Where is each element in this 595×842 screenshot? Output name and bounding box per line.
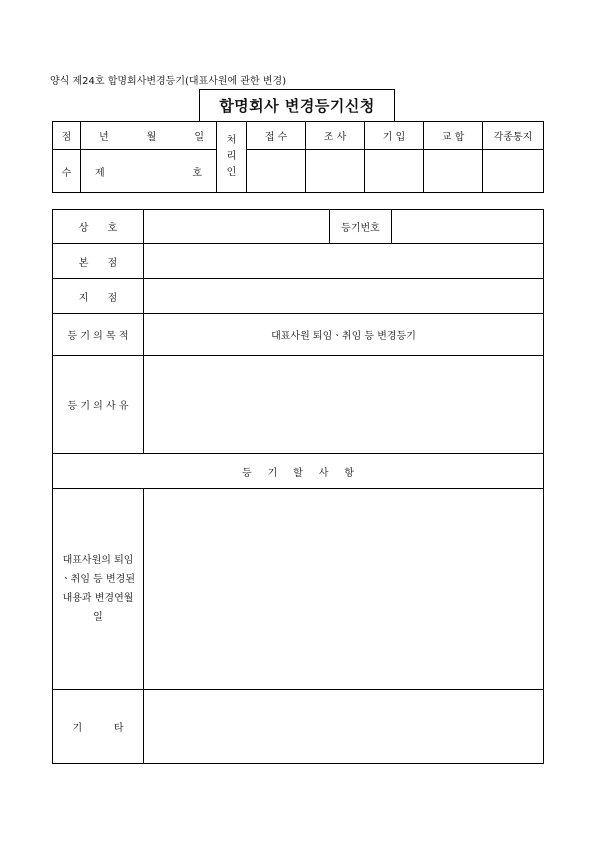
purpose-value: 대표사원 퇴임ㆍ취임 등 변경등기: [144, 314, 544, 356]
change-label-line-2: ㆍ취임 등 변경된: [61, 574, 135, 585]
receipt-su-label: 수: [61, 167, 72, 179]
receipt-su-cell: [53, 150, 81, 193]
change-label-line-1: 대표사원의 퇴임: [62, 555, 134, 566]
trade-name-field[interactable]: [144, 210, 330, 244]
receipt-month-label: 월: [146, 132, 157, 143]
receipt-year-label: 년: [98, 132, 109, 143]
change-details-field[interactable]: [144, 489, 544, 690]
head-office-label: [53, 244, 144, 279]
other-field[interactable]: [144, 690, 544, 764]
document-title: 합명회사 변경등기신청: [199, 89, 395, 121]
matters-header: [53, 454, 544, 489]
other-label: [53, 690, 144, 764]
change-label-line-4: 일: [93, 612, 103, 623]
step-box-receive[interactable]: [247, 150, 306, 193]
purpose-label: 등 기 의 목 적: [53, 314, 144, 356]
receipt-day-label: 일: [194, 132, 204, 143]
step-header-collate: 교 합: [424, 122, 483, 150]
branch-label: [53, 279, 144, 314]
step-box-notice[interactable]: [483, 150, 544, 193]
reason-field[interactable]: [144, 356, 544, 454]
head-office-label-text: 본 점: [78, 257, 118, 269]
trade-name-label: [53, 210, 144, 244]
receipt-number-suffix: 호: [192, 167, 202, 179]
trade-name-label-text: 상 호: [78, 223, 118, 234]
reg-no-field[interactable]: [392, 210, 544, 244]
receipt-number-cell[interactable]: [81, 150, 217, 193]
step-box-inspect[interactable]: [306, 150, 365, 193]
receipt-table: [52, 121, 544, 193]
head-office-field[interactable]: [144, 244, 544, 279]
reg-no-label: 등기번호: [330, 210, 392, 244]
receipt-jeop-cell: [53, 122, 81, 150]
processing-label-cell: [217, 122, 247, 193]
step-header-notice: 각종통지: [483, 122, 544, 150]
other-label-text: 기 타: [72, 723, 124, 734]
matters-header-text: 등 기 할 사 항: [242, 467, 354, 479]
step-header-receive: 접 수: [247, 122, 306, 150]
receipt-jeop-label: 점: [61, 132, 72, 143]
branch-label-text: 지 점: [78, 292, 118, 304]
form-number-label: 양식 제24호 합명회사변경등기(대표사원에 관한 변경): [50, 76, 287, 87]
branch-field[interactable]: [144, 279, 544, 314]
step-header-record: 기 입: [365, 122, 424, 150]
processing-char-3: 인: [226, 167, 237, 178]
step-box-collate[interactable]: [424, 150, 483, 193]
receipt-date-cell[interactable]: [81, 122, 217, 150]
processing-char-2: 리: [226, 151, 237, 162]
processing-char-1: 처: [226, 135, 237, 146]
receipt-number-prefix: 제: [95, 167, 105, 179]
application-table: [52, 209, 544, 764]
reason-label: 등 기 의 사 유: [53, 356, 144, 454]
step-box-record[interactable]: [365, 150, 424, 193]
change-details-label: [53, 489, 144, 690]
change-label-line-3: 내용과 변경연월: [62, 593, 134, 604]
step-header-inspect: 조 사: [306, 122, 365, 150]
